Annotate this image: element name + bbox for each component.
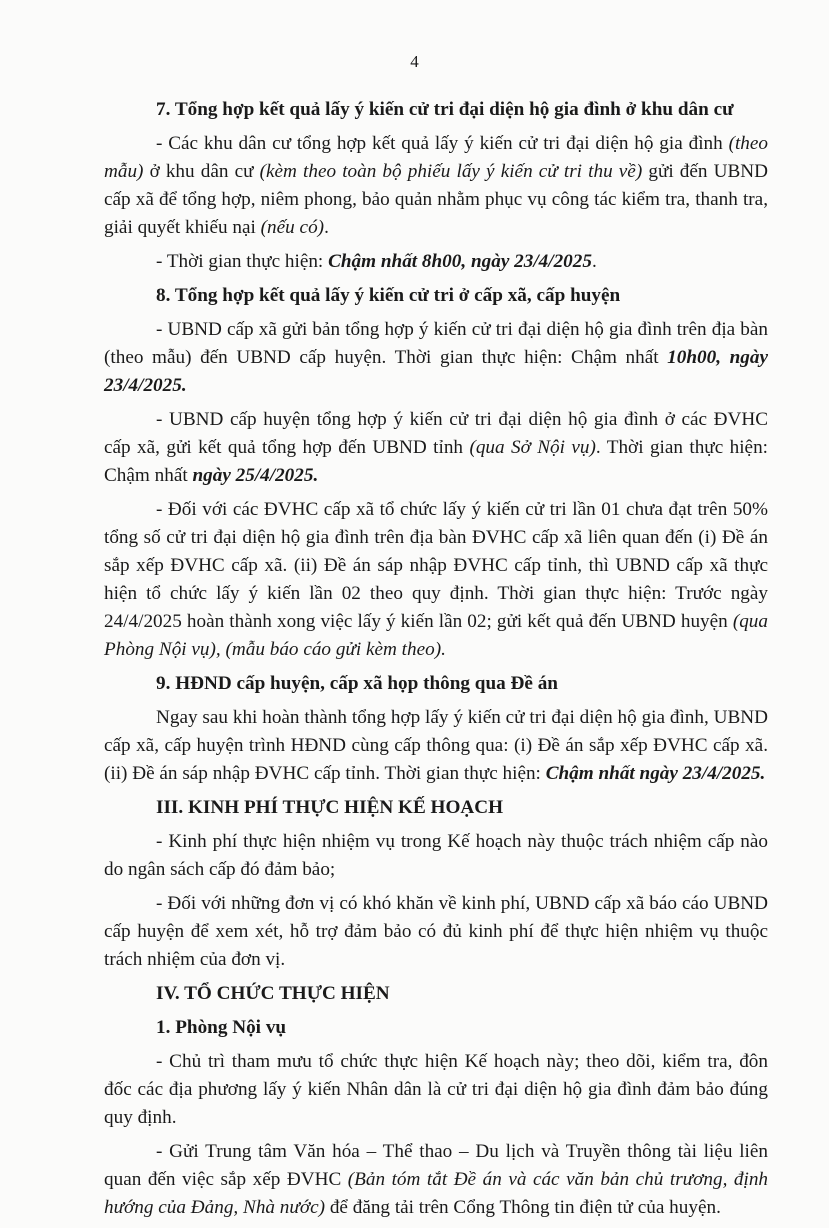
- text-run: - Gửi Trung tâm Văn hóa – Thể thao – Du lịch và Truyền thông tài liệu liên quan đến việc sắp xếp ĐVHC: [104, 1141, 768, 1190]
- text-run: - Các khu dân cư tổng hợp kết quả lấy ý kiến cử tri đại diện hộ gia đình: [156, 133, 729, 154]
- italic-text: (theo mẫu): [104, 133, 768, 182]
- section-heading: 7. Tổng hợp kết quả lấy ý kiến cử tri đại diện hộ gia đình ở khu dân cư: [156, 99, 734, 120]
- text-run: .: [324, 217, 329, 238]
- section-heading: 9. HĐND cấp huyện, cấp xã họp thông qua Đề án: [156, 673, 558, 694]
- paragraph: [104, 130, 768, 242]
- paragraph: [104, 1048, 768, 1132]
- text-run: .: [591, 251, 597, 272]
- paragraph: [104, 248, 768, 276]
- italic-text: (Bản tóm tắt Đề án và các văn bản chủ trương, định hướng của Đảng, Nhà nước): [104, 1169, 769, 1218]
- text-run: Ngay sau khi hoàn thành tổng hợp lấy ý kiến cử tri đại diện hộ gia đình, UBND cấp xã, cấp huyện trình HĐND cùng cấp thông qua: (i) Đề án sắp xếp ĐVHC cấp xã. (ii) Đề án sáp nhập ĐVHC cấp tỉnh. Thời gian thực hiện:: [104, 707, 768, 784]
- paragraph: [104, 890, 768, 974]
- text-run: - UBND cấp huyện tổng hợp ý kiến cử tri đại diện hộ gia đình ở các ĐVHC cấp xã, gửi kết quả tổng hợp đến UBND tỉnh: [104, 409, 768, 458]
- section-heading: III. KINH PHÍ THỰC HIỆN KẾ HOẠCH: [156, 797, 504, 818]
- paragraph: [104, 704, 768, 788]
- italic-text: (kèm theo toàn bộ phiếu lấy ý kiến cử tri thu về): [259, 161, 643, 182]
- emphasis-text: ngày 25/4/2025.: [192, 465, 319, 486]
- paragraph: [104, 496, 768, 664]
- section-heading: IV. TỔ CHỨC THỰC HIỆN: [156, 983, 390, 1004]
- paragraph: [104, 316, 768, 400]
- section-heading: 1. Phòng Nội vụ: [156, 1017, 287, 1038]
- text-run: - Đối với những đơn vị có khó khăn về kinh phí, UBND cấp xã báo cáo UBND cấp huyện để xem xét, hỗ trợ đảm bảo có đủ kinh phí để thực hiện nhiệm vụ thuộc trách nhiệm của đơn vị.: [104, 893, 768, 970]
- italic-text: (qua Sở Nội vụ): [469, 437, 596, 458]
- text-run: - Kinh phí thực hiện nhiệm vụ trong Kế hoạch này thuộc trách nhiệm cấp nào do ngân sách cấp đó đảm bảo;: [104, 831, 768, 880]
- text-run: - Thời gian thực hiện:: [156, 251, 329, 272]
- paragraph: [104, 406, 768, 490]
- text-run: để đăng tải trên Cổng Thông tin điện tử của huyện.: [325, 1197, 721, 1218]
- paragraph: [104, 1138, 768, 1222]
- text-run: - Chủ trì tham mưu tổ chức thực hiện Kế hoạch này; theo dõi, kiểm tra, đôn đốc các địa phương lấy ý kiến Nhân dân là cử tri đại diện hộ gia đình đảm bảo đúng quy định.: [104, 1051, 768, 1128]
- italic-text: (qua Phòng Nội vụ), (mẫu báo cáo gửi kèm theo).: [104, 611, 768, 660]
- italic-text: (nếu có): [260, 217, 325, 238]
- paragraph: [104, 828, 768, 884]
- section-heading: 8. Tổng hợp kết quả lấy ý kiến cử tri ở cấp xã, cấp huyện: [156, 285, 621, 306]
- text-run: ở khu dân cư: [143, 161, 260, 182]
- text-run: - UBND cấp xã gửi bản tổng hợp ý kiến cử tri đại diện hộ gia đình trên địa bàn (theo mẫu) đến UBND cấp huyện. Thời gian thực hiện: Chậm nhất: [104, 319, 768, 368]
- document-body: [104, 96, 768, 1228]
- text-run: . Thời gian thực hiện: Chậm nhất: [104, 437, 768, 486]
- text-run: gửi đến UBND cấp xã để tổng hợp, niêm phong, bảo quản nhằm phục vụ công tác kiểm tra, thanh tra, giải quyết khiếu nại: [104, 161, 768, 238]
- emphasis-text: Chậm nhất ngày 23/4/2025.: [545, 763, 766, 784]
- text-run: - Đối với các ĐVHC cấp xã tổ chức lấy ý kiến cử tri lần 01 chưa đạt trên 50% tổng số cử tri đại diện hộ gia đình trên địa bàn ĐVHC cấp xã liên quan đến (i) Đề án sắp xếp ĐVHC cấp xã. (ii) Đề án sáp nhập ĐVHC cấp tỉnh, thì UBND cấp xã thực hiện tổ chức lấy ý kiến lần 02 theo quy định. Thời gian thực hiện: Trước ngày 24/4/2025 hoàn thành xong việc lấy ý kiến lần 02; gửi kết quả đến UBND huyện: [104, 499, 768, 632]
- emphasis-text: 10h00, ngày 23/4/2025.: [104, 347, 769, 396]
- emphasis-text: Chậm nhất 8h00, ngày 23/4/2025: [328, 251, 592, 272]
- page-number: 4: [410, 52, 419, 71]
